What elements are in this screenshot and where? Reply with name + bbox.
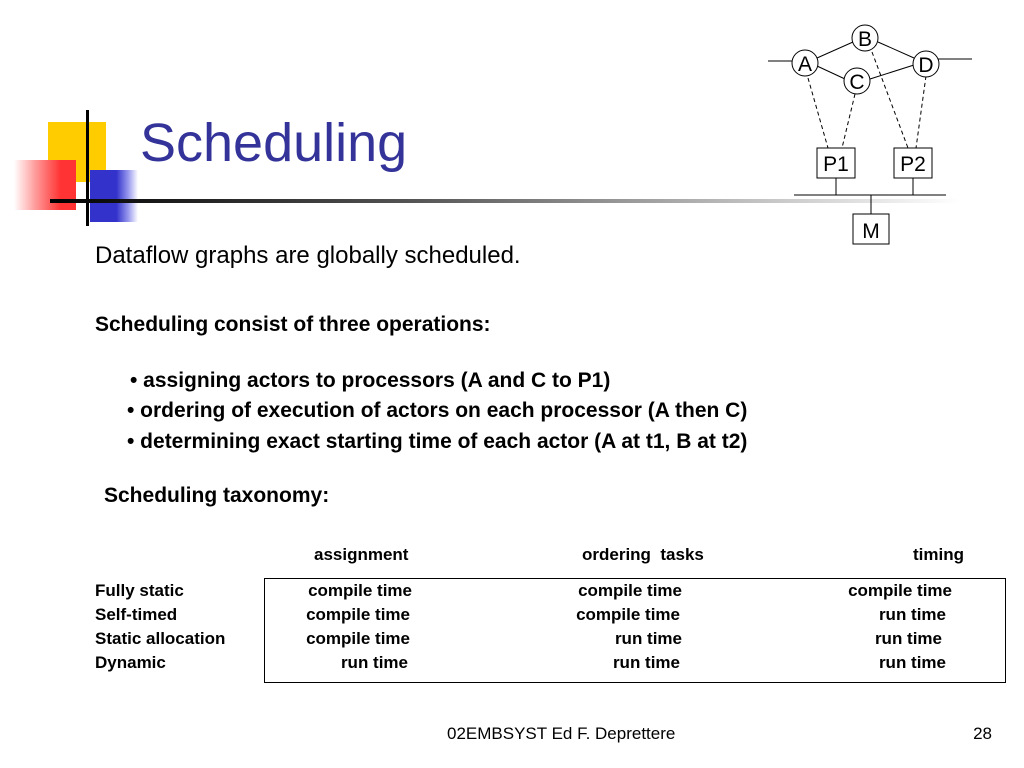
page-number: 28 [973, 724, 992, 743]
actor-label-b: B [857, 28, 873, 51]
map-a-p1 [808, 78, 828, 148]
map-c-p1 [842, 94, 855, 148]
deco-blue-square [90, 170, 138, 222]
slide-title: Scheduling [140, 113, 408, 173]
actor-label-d: D [918, 54, 934, 77]
memory-label: M [862, 220, 880, 243]
cell-self-timed-ordering: compile time [576, 605, 680, 624]
intro-text: Dataflow graphs are globally scheduled. [95, 242, 521, 269]
edge-c-d [870, 65, 914, 79]
cell-fully-static-timing: compile time [848, 581, 952, 600]
map-d-p2 [916, 76, 926, 148]
actor-label-a: A [797, 53, 813, 76]
dataflow-diagram [760, 22, 980, 250]
operation-bullet-order: • ordering of execution of actors on each processor (A then C) [127, 399, 748, 422]
operation-bullet-assign: • assigning actors to processors (A and C to P1) [130, 369, 611, 392]
actor-label-c: C [849, 71, 865, 94]
cell-fully-static-assignment: compile time [308, 581, 412, 600]
cell-dynamic-ordering: run time [612, 653, 680, 672]
row-label-static-allocation: Static allocation [95, 629, 226, 648]
operations-heading: Scheduling consist of three operations: [95, 313, 491, 336]
row-label-dynamic: Dynamic [95, 653, 166, 672]
processor-label-p2: P2 [900, 153, 926, 176]
cell-dynamic-assignment: run time [340, 653, 408, 672]
processor-label-p1: P1 [823, 153, 849, 176]
column-header-ordering: ordering tasks [582, 545, 704, 564]
cell-static-allocation-ordering: run time [614, 629, 682, 648]
operation-bullet-timing: • determining exact starting time of each actor (A at t1, B at t2) [127, 430, 748, 453]
edge-b-d [878, 42, 914, 58]
row-label-self-timed: Self-timed [95, 605, 178, 624]
cell-static-allocation-assignment: compile time [306, 629, 410, 648]
cell-fully-static-ordering: compile time [578, 581, 682, 600]
column-header-timing: timing [913, 545, 964, 564]
edge-a-c [817, 66, 845, 79]
footer-text: 02EMBSYST Ed F. Deprettere [447, 724, 676, 743]
cell-self-timed-assignment: compile time [306, 605, 410, 624]
row-label-fully-static: Fully static [95, 581, 184, 600]
cell-self-timed-timing: run time [878, 605, 946, 624]
deco-vertical-line [86, 110, 89, 226]
map-b-p2 [872, 52, 908, 148]
cell-dynamic-timing: run time [878, 653, 946, 672]
column-header-assignment: assignment [314, 545, 409, 564]
taxonomy-heading: Scheduling taxonomy: [104, 484, 330, 507]
edge-a-b [817, 42, 853, 58]
cell-static-allocation-timing: run time [874, 629, 942, 648]
